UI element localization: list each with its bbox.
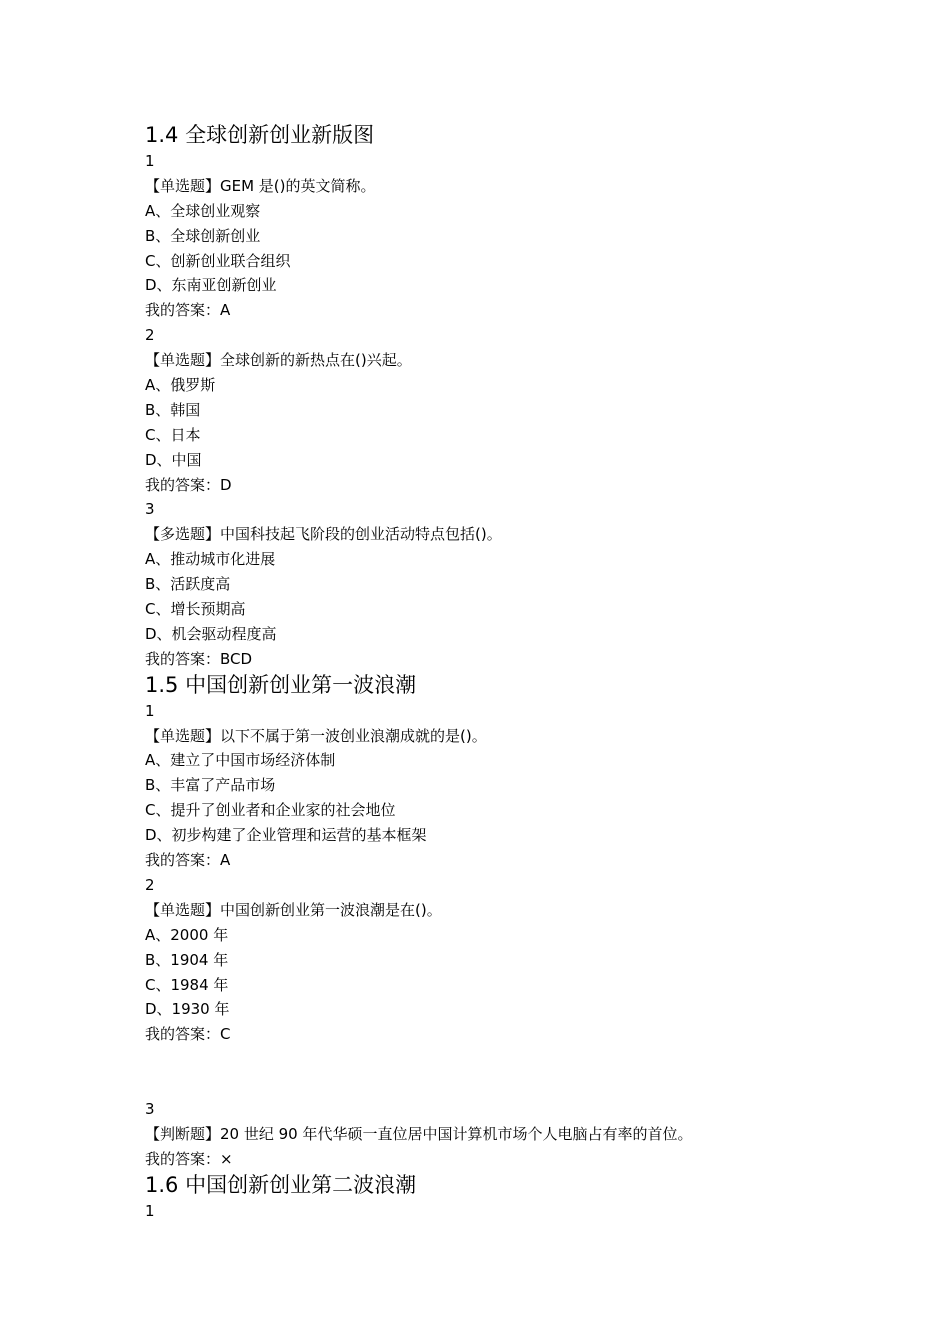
blank-spacer xyxy=(145,1047,845,1097)
option-d: D、中国 xyxy=(145,450,202,469)
option-d: D、机会驱动程度高 xyxy=(145,624,277,643)
question-number: 1 xyxy=(145,701,155,720)
question-number: 2 xyxy=(145,875,155,894)
question-number: 3 xyxy=(145,1099,155,1118)
my-answer: 我的答案：A xyxy=(145,301,231,320)
option-c: C、提升了创业者和企业家的社会地位 xyxy=(145,801,396,820)
option-a: A、2000 年 xyxy=(145,925,229,944)
section-heading: 1.4 全球创新创业新版图 xyxy=(145,123,375,147)
my-answer: 我的答案：× xyxy=(145,1149,233,1168)
option-b: B、丰富了产品市场 xyxy=(145,776,276,795)
question-number: 3 xyxy=(145,500,155,519)
section-heading: 1.6 中国创新创业第二波浪潮 xyxy=(145,1172,417,1197)
option-c: C、日本 xyxy=(145,425,201,444)
option-c: C、创新创业联合组织 xyxy=(145,251,291,270)
document-content xyxy=(145,122,845,1224)
option-c: C、增长预期高 xyxy=(145,600,246,619)
my-answer: 我的答案：BCD xyxy=(145,649,253,668)
my-answer: 我的答案：D xyxy=(145,475,232,494)
question-prompt: 【单选题】GEM 是()的英文简称。 xyxy=(145,176,376,195)
section-heading: 1.5 中国创新创业第一波浪潮 xyxy=(145,672,417,697)
option-c: C、1984 年 xyxy=(145,975,229,994)
question-number: 1 xyxy=(145,152,155,170)
question-number: 1 xyxy=(145,1201,155,1220)
option-a: A、全球创业观察 xyxy=(145,201,261,220)
option-a: A、建立了中国市场经济体制 xyxy=(145,751,336,770)
option-a: A、推动城市化进展 xyxy=(145,550,276,569)
option-a: A、俄罗斯 xyxy=(145,376,216,395)
question-prompt: 【单选题】中国创新创业第一波浪潮是在()。 xyxy=(145,900,442,919)
question-prompt: 【单选题】以下不属于第一波创业浪潮成就的是()。 xyxy=(145,726,487,745)
option-b: B、韩国 xyxy=(145,400,201,419)
option-b: B、全球创新创业 xyxy=(145,226,261,245)
option-d: D、1930 年 xyxy=(145,1000,230,1019)
question-prompt: 【多选题】中国科技起飞阶段的创业活动特点包括()。 xyxy=(145,525,502,544)
my-answer: 我的答案：A xyxy=(145,851,231,870)
option-b: B、1904 年 xyxy=(145,950,229,969)
question-prompt: 【判断题】20 世纪 90 年代华硕一直位居中国计算机市场个人电脑占有率的首位。 xyxy=(145,1124,693,1143)
option-b: B、活跃度高 xyxy=(145,575,231,594)
my-answer: 我的答案：C xyxy=(145,1025,231,1044)
question-number: 2 xyxy=(145,326,155,345)
option-d: D、初步构建了企业管理和运营的基本框架 xyxy=(145,826,427,845)
option-d: D、东南亚创新创业 xyxy=(145,276,277,295)
question-prompt: 【单选题】全球创新的新热点在()兴起。 xyxy=(145,351,412,370)
